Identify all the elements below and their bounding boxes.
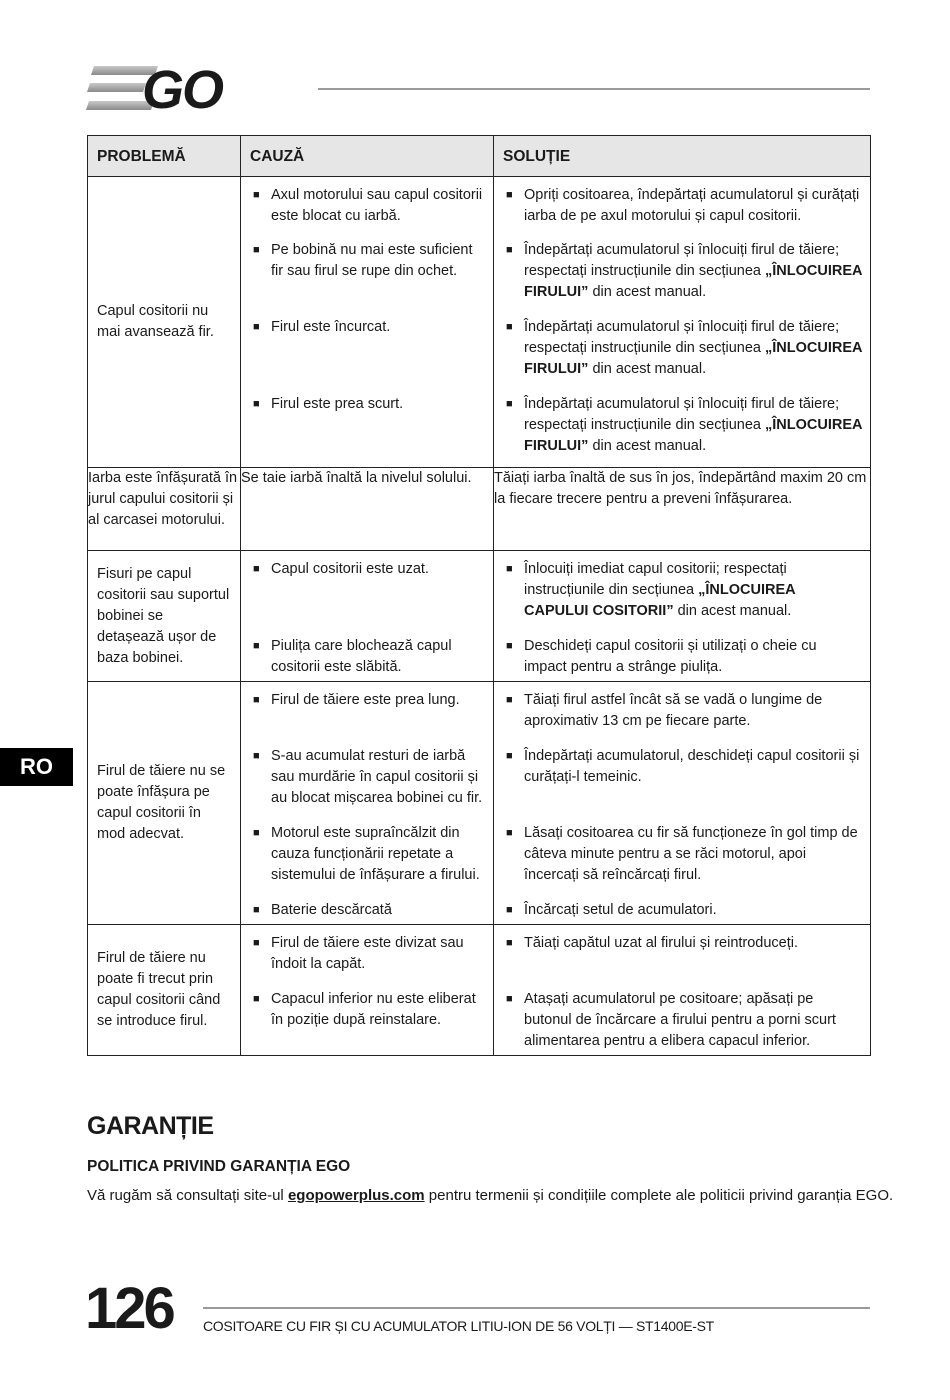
cause-item: ■ Piulița care blochează capul cositorii este slăbită. bbox=[241, 636, 493, 678]
table-row bbox=[88, 551, 871, 682]
footer-rule bbox=[203, 1307, 870, 1309]
solution-item: ■ Îndepărtați acumulatorul și înlocuiți firul de tăiere; respectați instrucțiunile din secțiunea „ÎNLOCUIREA FIRULUI” din acest manual. bbox=[494, 394, 870, 457]
problem-cell: Iarba este înfășurată în jurul capului cositorii și al carcasei motorului. bbox=[88, 468, 241, 551]
cause-item: ■ Motorul este supraîncălzit din cauza funcționării repetate a sistemului de înfășurare a firului. bbox=[241, 823, 493, 900]
bullet-icon: ■ bbox=[506, 993, 513, 1005]
problem-cell: Fisuri pe capul cositorii sau suportul bobinei se detașează ușor de baza bobinei. bbox=[88, 551, 241, 682]
cause-item: ■ Firul de tăiere este divizat sau îndoit la capăt. bbox=[241, 933, 493, 989]
bullet-icon: ■ bbox=[253, 694, 260, 706]
header-solution: SOLUȚIE bbox=[494, 136, 871, 177]
cause-cell bbox=[241, 682, 494, 925]
logo-wordmark: GO bbox=[142, 64, 223, 112]
solution-item: ■ Opriți cositoarea, îndepărtați acumulatorul și curățați iarba de pe axul motorului și capul cositorii. bbox=[494, 185, 870, 240]
problem-cell: Firul de tăiere nu se poate înfășura pe capul cositorii în mod adecvat. bbox=[88, 682, 241, 925]
bullet-icon: ■ bbox=[506, 937, 513, 949]
bullet-icon: ■ bbox=[506, 694, 513, 706]
solution-cell bbox=[494, 682, 871, 925]
solution-item: ■ Încărcați setul de acumulatori. bbox=[494, 900, 870, 921]
cause-cell bbox=[241, 177, 494, 468]
bullet-icon: ■ bbox=[253, 750, 260, 762]
bullet-icon: ■ bbox=[506, 904, 513, 916]
bullet-icon: ■ bbox=[253, 640, 260, 652]
cause-item: ■ S-au acumulat resturi de iarbă sau murdărie în capul cositorii și au blocat mișcarea bobinei cu fir. bbox=[241, 746, 493, 823]
bullet-icon: ■ bbox=[506, 750, 513, 762]
header-problem: PROBLEMĂ bbox=[88, 136, 241, 177]
solution-item: ■ Îndepărtați acumulatorul și înlocuiți firul de tăiere; respectați instrucțiunile din secțiunea „ÎNLOCUIREA FIRULUI” din acest manual. bbox=[494, 317, 870, 394]
solution-item: ■ Îndepărtați acumulatorul și înlocuiți firul de tăiere; respectați instrucțiunile din secțiunea „ÎNLOCUIREA FIRULUI” din acest manual. bbox=[494, 240, 870, 317]
language-tab: RO bbox=[0, 748, 73, 786]
website-link[interactable]: egopowerplus.com bbox=[287, 1187, 425, 1204]
table-row bbox=[88, 177, 871, 468]
cause-item: ■ Capacul inferior nu este eliberat în poziție după reinstalare. bbox=[241, 989, 493, 1031]
warranty-title: GARANȚIE bbox=[87, 1112, 214, 1140]
bullet-icon: ■ bbox=[506, 189, 513, 201]
solution-cell: Tăiați iarba înaltă de sus în jos, îndepărtând maxim 20 cm la fiecare trecere pentru a preveni înfășurarea. bbox=[494, 468, 871, 551]
bullet-icon: ■ bbox=[253, 398, 260, 410]
bullet-icon: ■ bbox=[253, 937, 260, 949]
problem-cell: Firul de tăiere nu poate fi trecut prin capul cositorii când se introduce firul. bbox=[88, 925, 241, 1056]
bullet-icon: ■ bbox=[253, 189, 260, 201]
bullet-icon: ■ bbox=[506, 640, 513, 652]
troubleshooting-table bbox=[87, 135, 871, 1056]
bullet-icon: ■ bbox=[506, 563, 513, 575]
solution-item: ■ Lăsați cositoarea cu fir să funcționeze în gol timp de câteva minute pentru a se răci motorul, apoi încercați să reîncărcați firul. bbox=[494, 823, 870, 900]
solution-cell bbox=[494, 177, 871, 468]
cause-item: ■ Firul de tăiere este prea lung. bbox=[241, 690, 493, 746]
cause-item: ■ Pe bobină nu mai este suficient fir sau firul se rupe din ochet. bbox=[241, 240, 493, 317]
warranty-text: Vă rugăm să consultați site-ul egopowerplus.com pentru termenii și condițiile complete ale politicii privind garanția EGO. bbox=[87, 1187, 894, 1204]
table-row bbox=[88, 682, 871, 925]
table-row bbox=[88, 925, 871, 1056]
cause-cell bbox=[241, 925, 494, 1056]
bullet-icon: ■ bbox=[253, 904, 260, 916]
cause-cell: Se taie iarbă înaltă la nivelul solului. bbox=[241, 468, 494, 551]
solution-item: ■ Îndepărtați acumulatorul, deschideți capul cositorii și curățați-l temeinic. bbox=[494, 746, 870, 823]
solution-item: ■ Deschideți capul cositorii și utilizați o cheie cu impact pentru a strânge piulița. bbox=[494, 636, 870, 678]
solution-item: ■ Tăiați firul astfel încât să se vadă o lungime de aproximativ 13 cm pe fiecare parte. bbox=[494, 690, 870, 746]
bullet-icon: ■ bbox=[506, 398, 513, 410]
solution-cell bbox=[494, 925, 871, 1056]
warranty-subtitle: POLITICA PRIVIND GARANȚIA EGO bbox=[87, 1158, 351, 1175]
cause-item: ■ Capul cositorii este uzat. bbox=[241, 559, 493, 636]
bullet-icon: ■ bbox=[253, 993, 260, 1005]
cause-item: ■ Firul este încurcat. bbox=[241, 317, 493, 394]
cause-item: ■ Baterie descărcată bbox=[241, 900, 493, 921]
footer-title: COSITOARE CU FIR ȘI CU ACUMULATOR LITIU-ION DE 56 VOLȚI — ST1400E-ST bbox=[203, 1318, 714, 1334]
bullet-icon: ■ bbox=[253, 244, 260, 256]
cause-item: ■ Axul motorului sau capul cositorii este blocat cu iarbă. bbox=[241, 185, 493, 240]
cause-cell bbox=[241, 551, 494, 682]
table-header-row bbox=[88, 136, 871, 177]
header-rule bbox=[318, 88, 870, 90]
solution-item: ■ Atașați acumulatorul pe cositoare; apăsați pe butonul de încărcare a firului pentru a porni scurt alimentarea pentru a elibera capacul inferior. bbox=[494, 989, 870, 1052]
bullet-icon: ■ bbox=[506, 244, 513, 256]
bullet-icon: ■ bbox=[253, 321, 260, 333]
problem-cell: Capul cositorii nu mai avansează fir. bbox=[88, 177, 241, 468]
ego-logo bbox=[86, 64, 298, 112]
bullet-icon: ■ bbox=[506, 827, 513, 839]
bullet-icon: ■ bbox=[506, 321, 513, 333]
bullet-icon: ■ bbox=[253, 827, 260, 839]
cause-item: ■ Firul este prea scurt. bbox=[241, 394, 493, 415]
table-row bbox=[88, 468, 871, 551]
solution-item: ■ Tăiați capătul uzat al firului și reintroduceți. bbox=[494, 933, 870, 989]
bullet-icon: ■ bbox=[253, 563, 260, 575]
page-number: 126 bbox=[85, 1276, 173, 1341]
header-cause: CAUZĂ bbox=[241, 136, 494, 177]
solution-item: ■ Înlocuiți imediat capul cositorii; respectați instrucțiunile din secțiunea „ÎNLOCUIREA CAPULUI COSITORII” din acest manual. bbox=[494, 559, 870, 636]
solution-cell bbox=[494, 551, 871, 682]
